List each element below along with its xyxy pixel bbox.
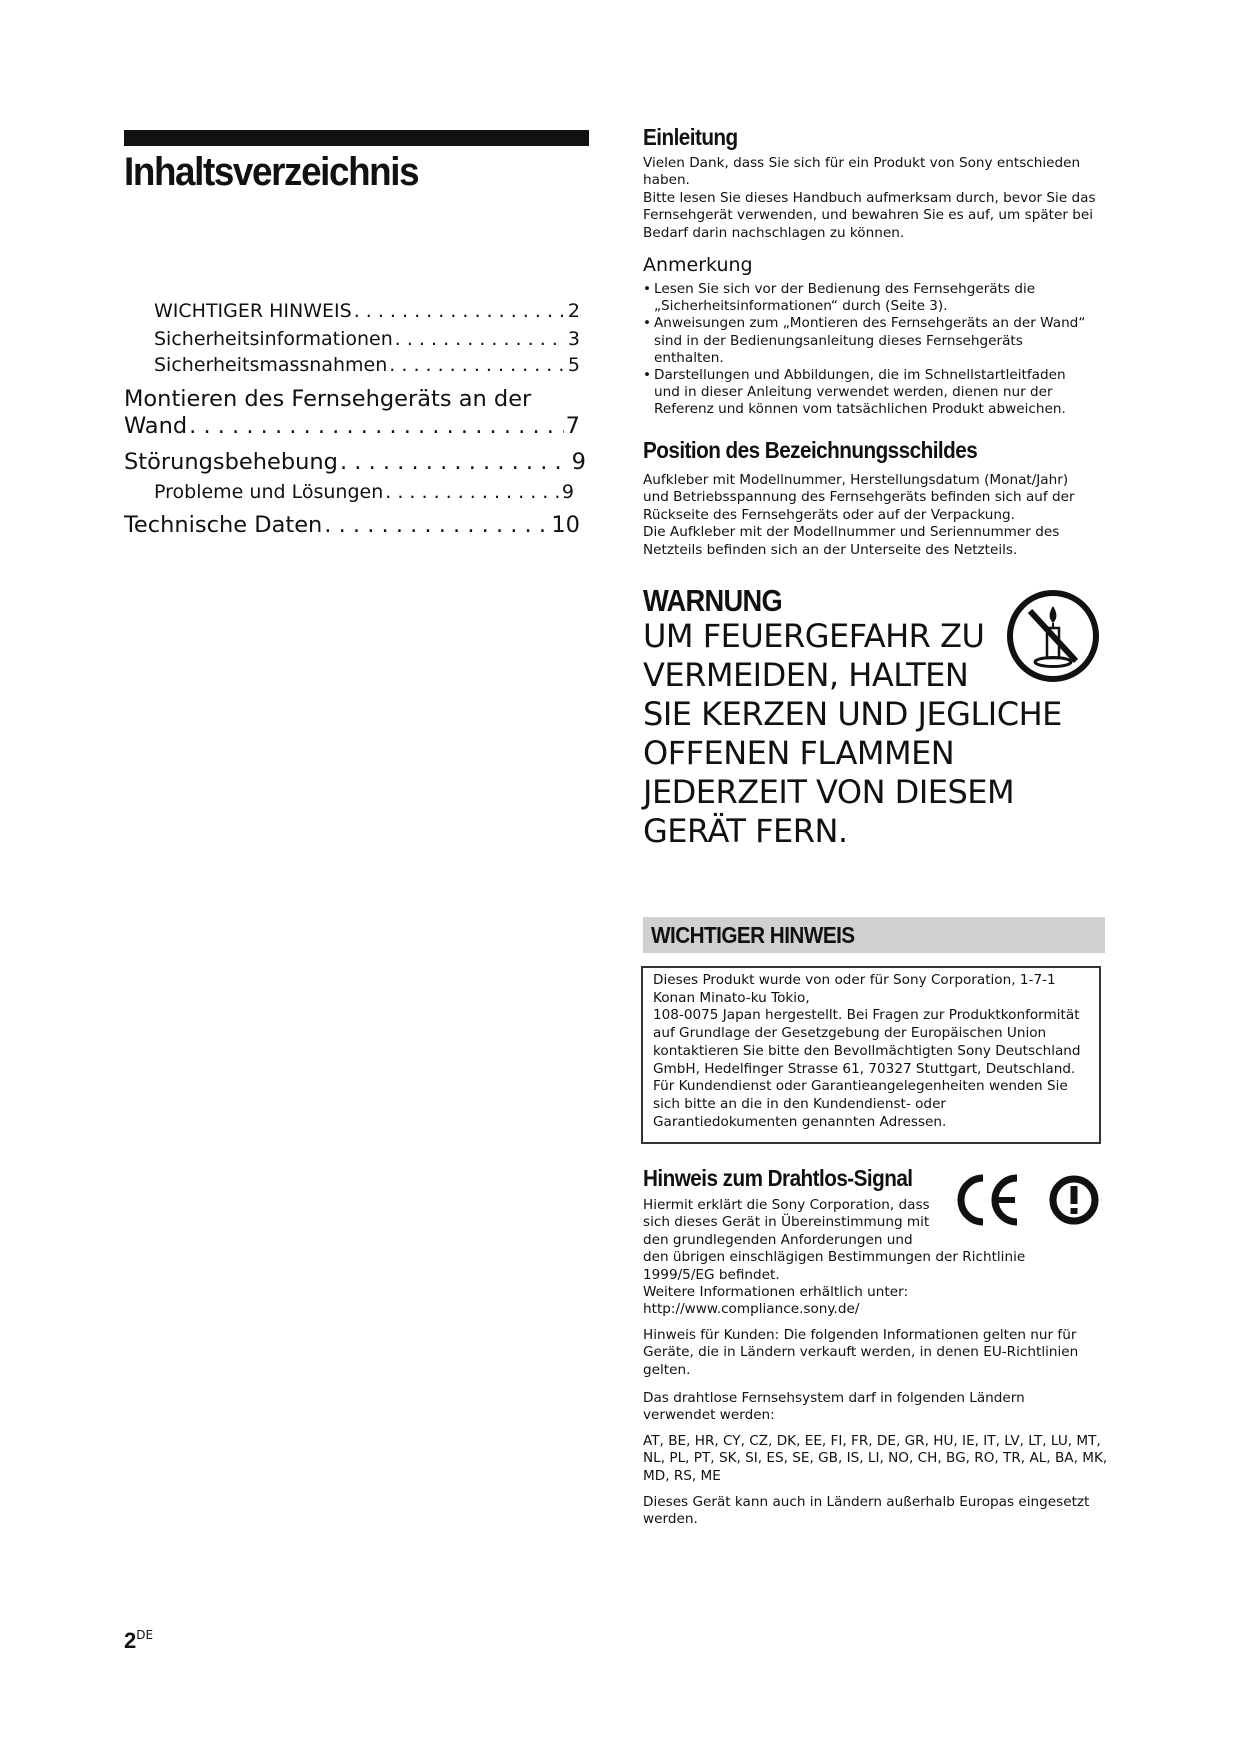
position-text bbox=[643, 472, 1108, 559]
toc-title: Inhaltsverzeichnis bbox=[124, 150, 419, 194]
text-line: Geräte, die in Ländern verkauft werden, in denen EU-Richtlinien bbox=[643, 1344, 1079, 1361]
toc-entry[interactable] bbox=[124, 413, 580, 439]
toc-entry-label: Wand bbox=[124, 413, 188, 439]
toc-entry-page: 9 bbox=[561, 481, 574, 503]
drahtlos-para-outside-europe bbox=[643, 1494, 1118, 1529]
toc-title-bar bbox=[124, 130, 589, 146]
text-line: Dieses Gerät kann auch in Ländern außerhalb Europas eingesetzt bbox=[643, 1494, 1090, 1510]
text-line: Rückseite des Fernsehgeräts oder auf der Verpackung. bbox=[643, 506, 1015, 523]
position-heading: Position des Bezeichnungsschildes bbox=[643, 437, 978, 463]
text-line: NL, PL, PT, SK, SI, ES, SE, GB, IS, LI, NO, CH, BG, RO, TR, AL, BA, MK, bbox=[643, 1450, 1108, 1467]
toc-entry-label: Störungsbehebung bbox=[124, 449, 338, 475]
warning-title: WARNUNG bbox=[643, 583, 783, 618]
toc-entry-label: WICHTIGER HINWEIS bbox=[154, 300, 352, 322]
text-line: Konan Minato-ku Tokio, bbox=[653, 989, 810, 1006]
toc-entry-page: 2 bbox=[567, 300, 580, 322]
text-line: haben. bbox=[643, 172, 690, 189]
toc-entry[interactable] bbox=[154, 328, 580, 350]
toc-entry-page: 9 bbox=[571, 449, 586, 475]
text-line: AT, BE, HR, CY, CZ, DK, EE, FI, FR, DE, GR, HU, IE, IT, LV, LT, LU, MT, bbox=[643, 1433, 1101, 1449]
drahtlos-para-usage bbox=[643, 1390, 1113, 1425]
toc-entry-label: Sicherheitsinformationen bbox=[154, 328, 393, 350]
text-line: 108-0075 Japan hergestellt. Bei Fragen zur Produktkonformität bbox=[653, 1007, 1080, 1024]
drahtlos-para-declaration bbox=[643, 1197, 1113, 1319]
page-number bbox=[124, 1628, 153, 1654]
toc-entry-label: Technische Daten bbox=[124, 512, 323, 538]
page-language-code: DE bbox=[136, 1628, 154, 1642]
toc-entry-label: Sicherheitsmassnahmen bbox=[154, 354, 388, 376]
text-line: Referenz und können vom tatsächlichen Produkt abweichen. bbox=[654, 401, 1066, 418]
warning-line: GERÄT FERN. bbox=[643, 812, 848, 850]
text-line: Die Aufkleber mit der Modellnummer und Seriennummer des bbox=[643, 524, 1060, 541]
text-line: den übrigen einschlägigen Bestimmungen der Richtlinie bbox=[643, 1249, 1026, 1266]
toc-entry-page: 5 bbox=[567, 354, 580, 376]
text-line: auf Grundlage der Gesetzgebung der Europäischen Union bbox=[653, 1025, 1047, 1042]
text-line: GmbH, Hedelfinger Strasse 61, 70327 Stuttgart, Deutschland. bbox=[653, 1060, 1076, 1077]
toc-leader-dots bbox=[395, 328, 566, 350]
toc-leader-dots bbox=[385, 481, 560, 503]
text-line: sind in der Bedienungsanleitung dieses Fernsehgeräts bbox=[654, 332, 1023, 349]
toc-entry-label-line1[interactable]: Montieren des Fernsehgeräts an der bbox=[124, 386, 532, 412]
text-line: „Sicherheitsinformationen“ durch (Seite 3). bbox=[654, 298, 948, 315]
text-line: Aufkleber mit Modellnummer, Herstellungsdatum (Monat/Jahr) bbox=[643, 472, 1069, 488]
page-number-value: 2 bbox=[124, 1628, 137, 1653]
einleitung-text bbox=[643, 155, 1108, 242]
toc-leader-dots bbox=[340, 449, 570, 475]
toc-entry-label: Probleme und Lösungen bbox=[154, 481, 384, 503]
text-line: Hinweis für Kunden: Die folgenden Informationen gelten nur für bbox=[643, 1327, 1077, 1343]
text-line: • Lesen Sie sich vor der Bedienung des Fernsehgeräts die bbox=[654, 281, 1036, 297]
toc-entry[interactable] bbox=[154, 300, 580, 322]
list-item bbox=[643, 281, 1108, 315]
text-line: 1999/5/EG befindet. bbox=[643, 1266, 780, 1283]
text-line: und in dieser Anleitung verwendet werden, dienen nur der bbox=[654, 384, 1053, 401]
text-line: Fernsehgerät verwenden, und bewahren Sie es auf, um später bei bbox=[643, 207, 1094, 224]
text-line: werden. bbox=[643, 1511, 698, 1528]
text-line: sich bitte an die in den Kundendienst- oder bbox=[653, 1095, 947, 1112]
text-line: MD, RS, ME bbox=[643, 1467, 721, 1484]
toc-entry-page: 3 bbox=[567, 328, 580, 350]
text-line: Für Kundendienst oder Garantieangelegenheiten wenden Sie bbox=[653, 1078, 1068, 1095]
warning-line: JEDERZEIT VON DIESEM bbox=[643, 773, 1015, 811]
drahtlos-para-countries bbox=[643, 1433, 1118, 1485]
text-line: Das drahtlose Fernsehsystem darf in folgenden Ländern bbox=[643, 1390, 1025, 1406]
text-line: Hiermit erklärt die Sony Corporation, dass bbox=[643, 1197, 930, 1213]
no-open-flame-icon bbox=[1005, 588, 1101, 684]
text-line: verwendet werden: bbox=[643, 1407, 775, 1424]
text-line: Vielen Dank, dass Sie sich für ein Produkt von Sony entschieden bbox=[643, 155, 1081, 171]
text-line: gelten. bbox=[643, 1361, 691, 1378]
text-line: Weitere Informationen erhältlich unter: bbox=[643, 1284, 909, 1301]
toc-leader-dots bbox=[354, 300, 566, 322]
text-line: sich dieses Gerät in Übereinstimmung mit bbox=[643, 1214, 930, 1231]
text-line: • Darstellungen und Abbildungen, die im Schnellstartleitfaden bbox=[654, 367, 1066, 384]
notice-text bbox=[653, 972, 1093, 1131]
toc-leader-dots bbox=[189, 413, 564, 439]
wichtiger-hinweis-heading: WICHTIGER HINWEIS bbox=[651, 922, 855, 948]
warning-line: VERMEIDEN, HALTEN bbox=[643, 656, 969, 694]
toc-entry-page: 10 bbox=[551, 512, 580, 538]
anmerkung-heading: Anmerkung bbox=[643, 254, 753, 276]
anmerkung-list bbox=[643, 281, 1108, 419]
text-line: Garantiedokumenten genannten Adressen. bbox=[653, 1113, 947, 1130]
compliance-link[interactable]: http://www.compliance.sony.de/ bbox=[643, 1301, 860, 1318]
text-line: den grundlegenden Anforderungen und bbox=[643, 1231, 913, 1248]
toc-entry[interactable] bbox=[124, 449, 586, 475]
text-line: Bitte lesen Sie dieses Handbuch aufmerksam durch, bevor Sie das bbox=[643, 189, 1096, 206]
toc-leader-dots bbox=[389, 354, 566, 376]
toc-entry[interactable] bbox=[124, 512, 580, 538]
toc-leader-dots bbox=[324, 512, 549, 538]
text-line: und Betriebsspannung des Fernsehgeräts befinden sich auf der bbox=[643, 489, 1075, 506]
warning-line: SIE KERZEN UND JEGLICHE bbox=[643, 695, 1062, 733]
text-line: Bedarf darin nachschlagen zu können. bbox=[643, 224, 905, 241]
text-line: kontaktieren Sie bitte den Bevollmächtigten Sony Deutschland bbox=[653, 1042, 1081, 1059]
toc-entry[interactable] bbox=[154, 354, 580, 376]
einleitung-heading: Einleitung bbox=[643, 124, 738, 150]
warning-line: OFFENEN FLAMMEN bbox=[643, 734, 955, 772]
toc-entry-page: 7 bbox=[565, 413, 580, 439]
text-line: • Anweisungen zum „Montieren des Fernsehgeräts an der Wand“ bbox=[654, 315, 1086, 332]
toc-entry[interactable] bbox=[154, 481, 574, 503]
list-item bbox=[643, 315, 1108, 367]
warning-line: UM FEUERGEFAHR ZU bbox=[643, 617, 985, 655]
drahtlos-para-customers bbox=[643, 1327, 1113, 1379]
list-item bbox=[643, 367, 1108, 419]
drahtlos-heading: Hinweis zum Drahtlos-Signal bbox=[643, 1165, 913, 1191]
text-line: Netzteils befinden sich an der Unterseite des Netzteils. bbox=[643, 541, 1018, 558]
text-line: enthalten. bbox=[654, 349, 724, 366]
text-line: Dieses Produkt wurde von oder für Sony Corporation, 1-7-1 bbox=[653, 972, 1056, 988]
